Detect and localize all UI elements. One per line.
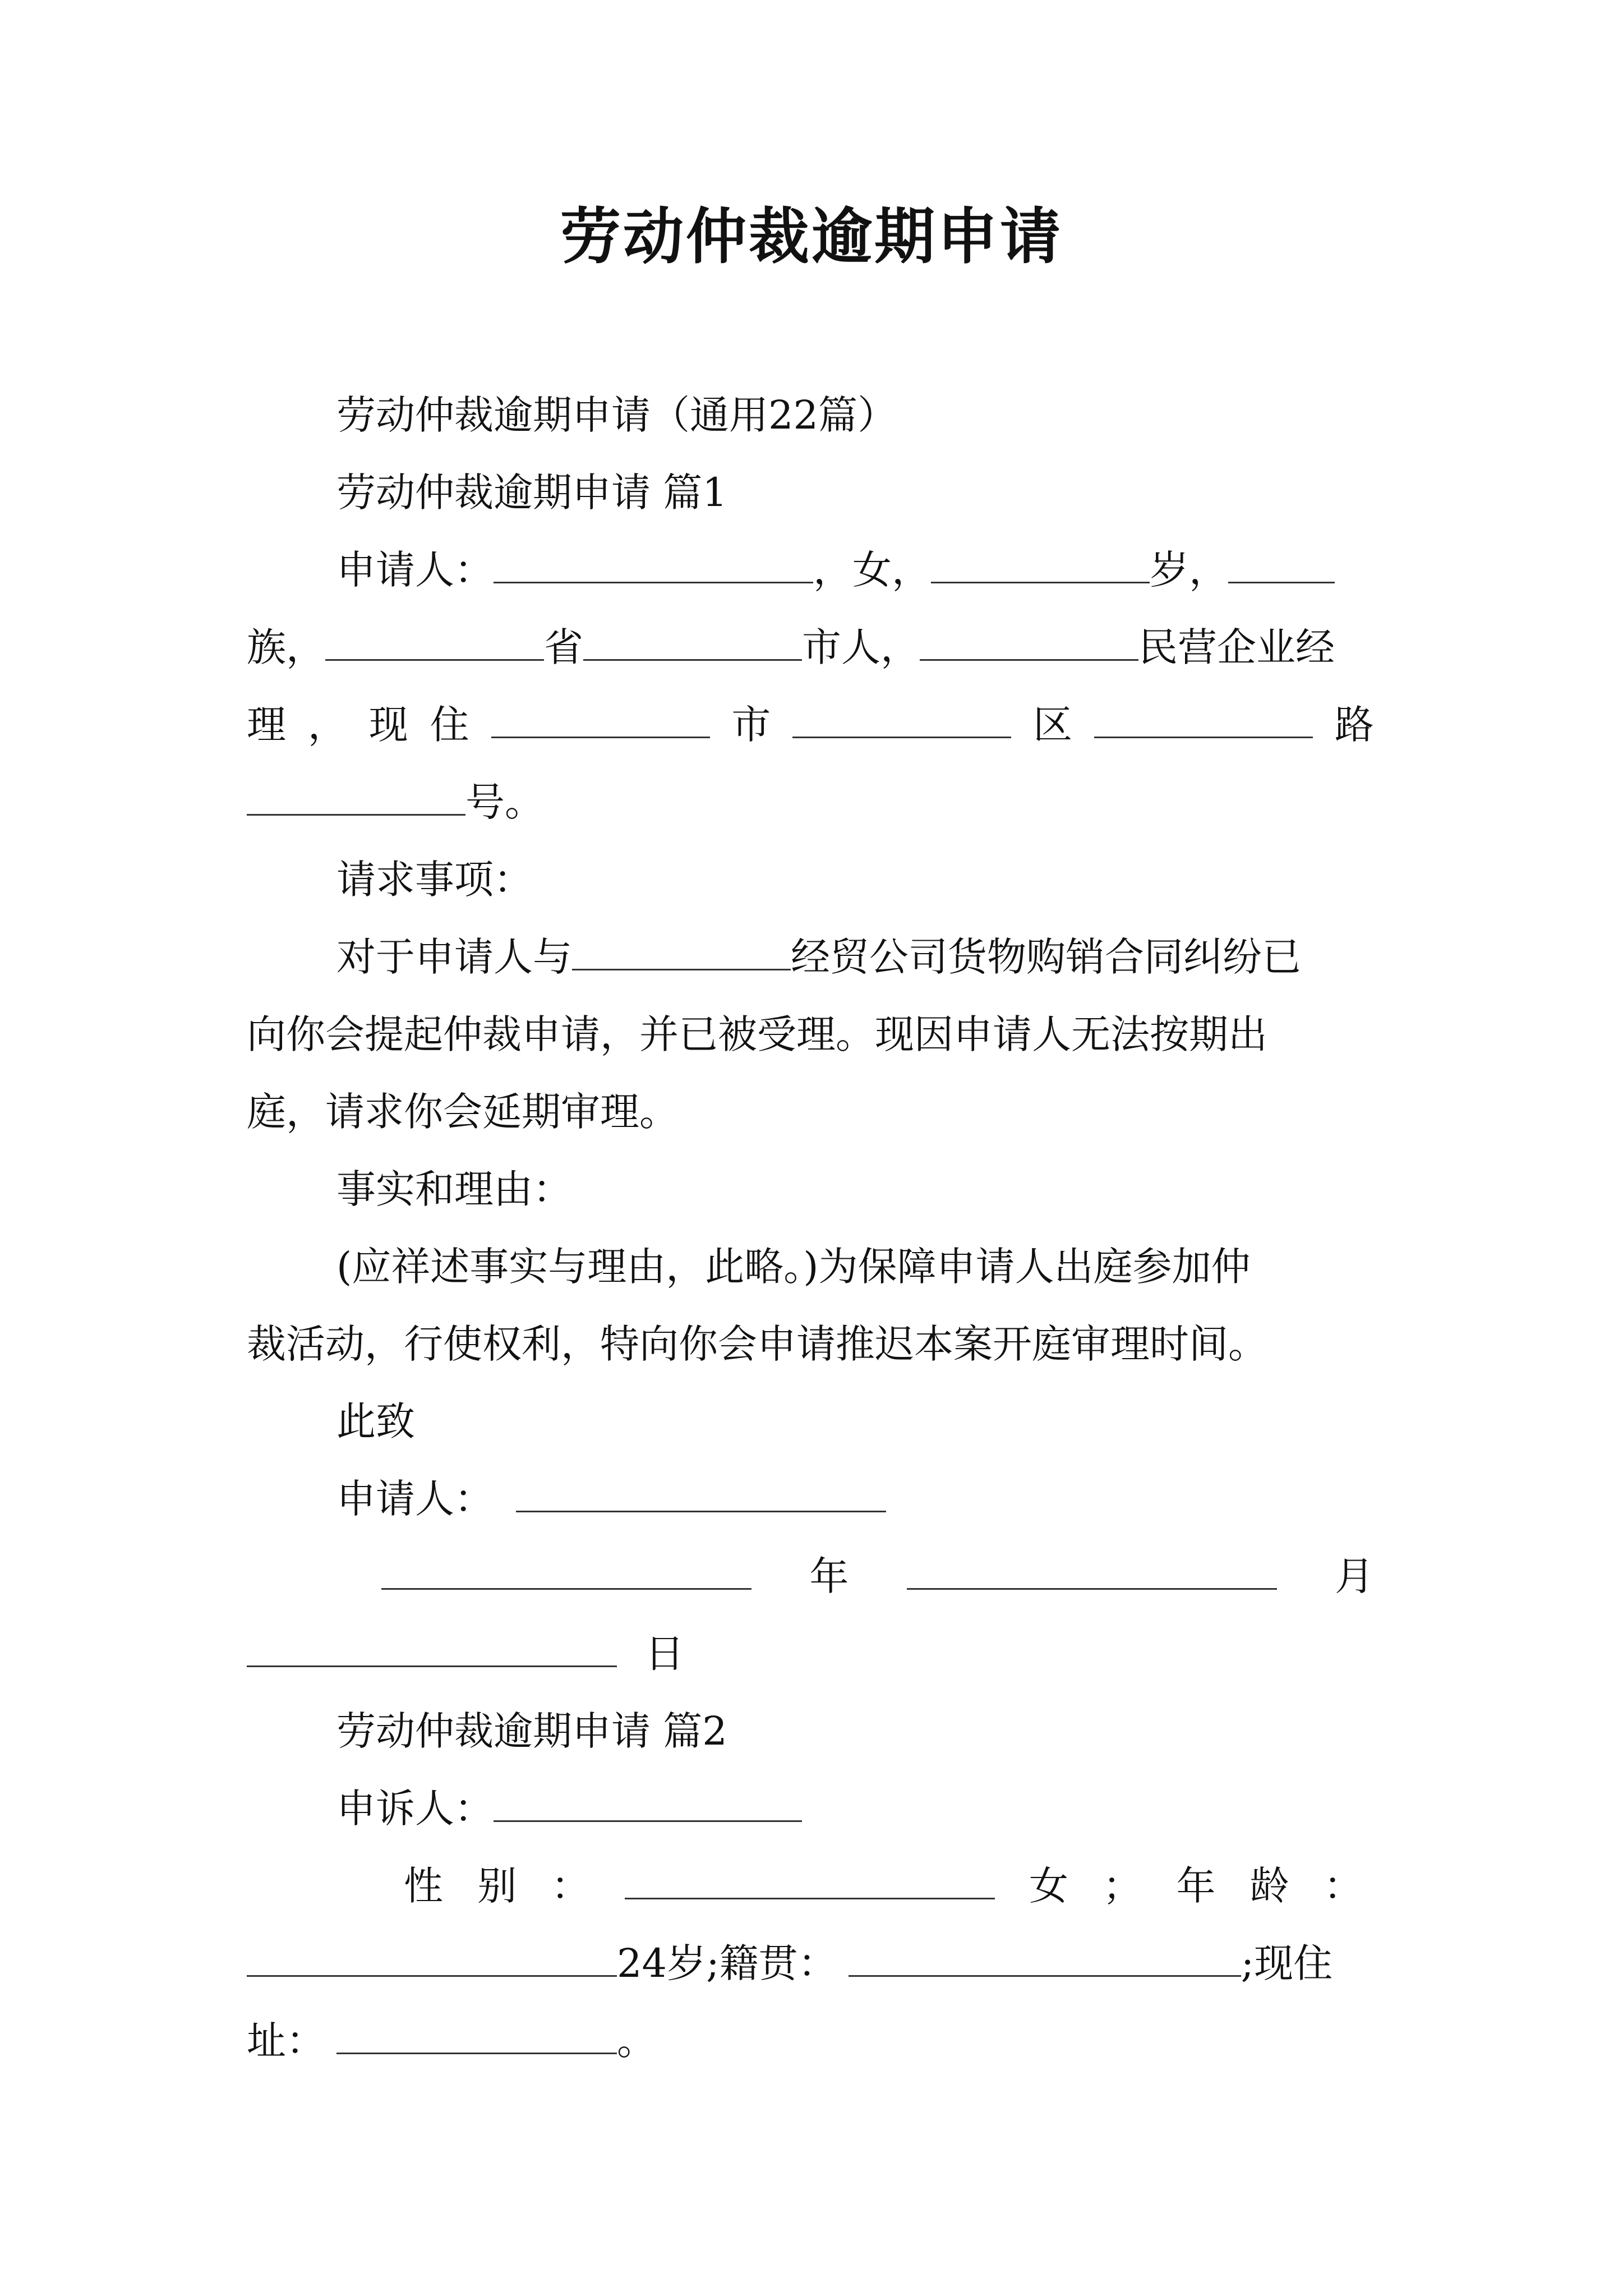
ethnicity-suffix: 族， — [247, 624, 325, 670]
facts-line2: 裁活动，行使权利，特向你会申请推迟本案开庭审理时间。 — [247, 1321, 1267, 1367]
addr-road-blank — [1094, 702, 1313, 738]
complainant-line — [336, 1780, 802, 1837]
province-text: 省 — [544, 624, 583, 670]
age-colon: ： — [1324, 1863, 1363, 1909]
request-line2: 向你会提起仲裁申请，并已被受理。现因申请人无法按期出 — [247, 1011, 1267, 1057]
company-blank — [920, 624, 1138, 661]
occupation-cont: 理 — [247, 702, 286, 748]
age-label-a: 年 — [1176, 1863, 1216, 1909]
day-line — [247, 1626, 684, 1682]
applicant-label: 申请人： — [336, 547, 494, 593]
piece1-applicant-line1 — [336, 542, 1335, 598]
piece2-heading: 劳动仲裁逾期申请 篇2 — [336, 1708, 727, 1754]
year-blank — [381, 1553, 751, 1590]
addr-city-text: 市 — [731, 702, 771, 748]
address-end: 。 — [617, 2018, 656, 2064]
subtitle: 劳动仲裁逾期申请（通用22篇） — [336, 392, 897, 438]
addr-district-blank — [792, 702, 1011, 738]
request-label: 请求事项： — [336, 857, 533, 903]
address-line — [247, 2013, 656, 2069]
age-blank — [931, 547, 1150, 583]
age-origin-line — [247, 1935, 1332, 1991]
piece1-applicant-line2 — [247, 619, 1335, 675]
origin-blank — [849, 1940, 1241, 1977]
addr-road-text: 路 — [1334, 702, 1374, 748]
month-text: 月 — [1334, 1553, 1374, 1599]
addr-city-blank — [491, 702, 710, 738]
gender-text: ，女， — [813, 547, 931, 593]
request-line1 — [336, 929, 1301, 985]
residence-text: ;现住 — [1241, 1940, 1333, 1986]
piece1-applicant-line3 — [247, 697, 1374, 753]
request-line3: 庭，请求你会延期审理。 — [247, 1089, 679, 1135]
sign-label: 申请人： — [336, 1476, 494, 1522]
date-line — [381, 1548, 1374, 1604]
address-text-a: 现 — [368, 702, 408, 748]
month-blank — [907, 1553, 1277, 1590]
gender-label-b: 别 — [477, 1863, 517, 1909]
complainant-blank — [494, 1786, 802, 1822]
day-text: 日 — [645, 1631, 684, 1677]
name-blank — [494, 547, 813, 583]
document-title: 劳动仲裁逾期申请 — [560, 201, 1063, 272]
comma: ， — [307, 702, 347, 748]
occupation-text: 民营企业经 — [1138, 624, 1335, 670]
gender-blank — [625, 1863, 995, 1899]
complainant-label: 申诉人： — [336, 1786, 494, 1832]
day-blank — [247, 1631, 617, 1667]
province-blank — [325, 624, 544, 661]
sign-blank — [516, 1476, 886, 1512]
address-text-b: 住 — [430, 702, 469, 748]
facts-label: 事实和理由： — [336, 1166, 572, 1212]
age-suffix: 岁， — [1150, 547, 1228, 593]
company-name-blank — [572, 934, 791, 970]
request-text-b: 经贸公司货物购销合同纠纷已 — [791, 934, 1301, 980]
address-blank — [336, 2018, 617, 2054]
request-text-a: 对于申请人与 — [336, 934, 572, 980]
semicolon: ； — [1103, 1863, 1142, 1909]
city-blank — [583, 624, 802, 661]
addr-number-blank — [247, 779, 465, 816]
ethnicity-blank — [1228, 547, 1335, 583]
addr-number-text: 号。 — [465, 779, 544, 825]
gender-colon: ： — [551, 1863, 591, 1909]
gender-age-line — [404, 1858, 1363, 1914]
city-text: 市人， — [802, 624, 920, 670]
gender-label-a: 性 — [404, 1863, 443, 1909]
age-label-b: 龄 — [1249, 1863, 1289, 1909]
year-text: 年 — [809, 1553, 849, 1599]
piece1-heading: 劳动仲裁逾期申请 篇1 — [336, 470, 727, 516]
facts-line1: (应祥述事实与理由，此略。)为保障申请人出庭参加仲 — [336, 1244, 1251, 1290]
piece1-applicant-line4 — [247, 774, 544, 830]
gender-value: 女 — [1029, 1863, 1068, 1909]
closing: 此致 — [336, 1398, 415, 1444]
sign-line — [336, 1471, 886, 1527]
addr-district-text: 区 — [1033, 702, 1073, 748]
address-label: 址： — [247, 2018, 325, 2064]
age-value-blank — [247, 1940, 617, 1977]
age-origin-text: 24岁;籍贯： — [617, 1940, 837, 1986]
